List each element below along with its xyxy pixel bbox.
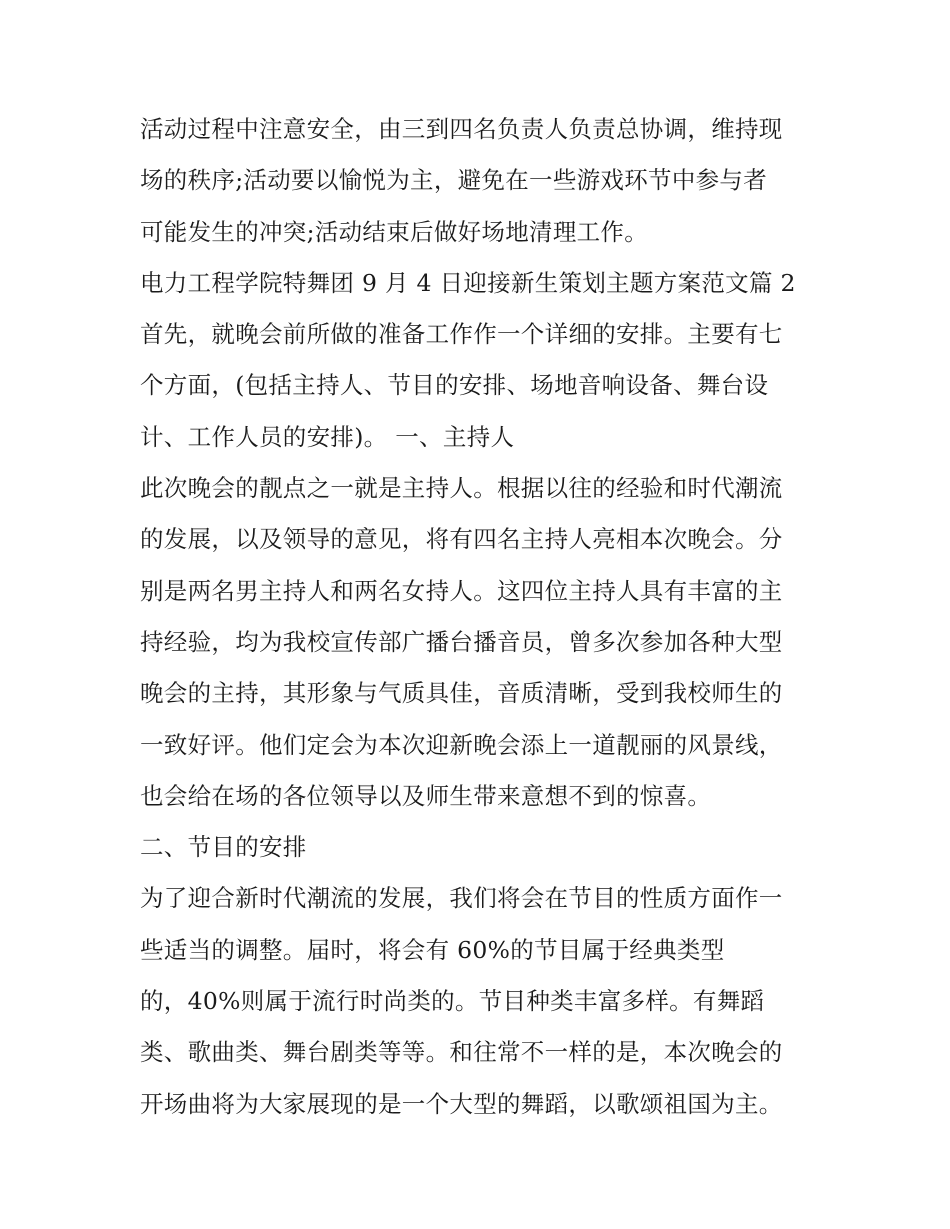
section-heading: 二、节目的安排	[140, 833, 307, 862]
text-line: 的，40%则属于流行时尚类的。节目种类丰富多样。有舞蹈	[140, 987, 765, 1016]
text-line: 些适当的调整。届时，将会有 60%的节目属于经典类型	[140, 935, 725, 964]
text-line: 计、工作人员的安排)。 一、主持人	[140, 422, 515, 451]
text-line: 开场曲将为大家展现的是一个大型的舞蹈，以歌颂祖国为主。	[140, 1089, 783, 1118]
text-line: 可能发生的冲突;活动结束后做好场地清理工作。	[140, 217, 649, 246]
text-line: 活动过程中注意安全，由三到四名负责人负责总协调，维持现	[140, 115, 783, 143]
section-heading: 电力工程学院特舞团 9 月 4 日迎接新生策划主题方案范文篇 2	[140, 268, 796, 297]
text-line: 个方面，(包括主持人、节目的安排、场地音响设备、舞台设	[140, 371, 769, 400]
document-body	[140, 104, 820, 1130]
text-line: 此次晚会的靓点之一就是主持人。根据以往的经验和时代潮流	[140, 474, 783, 503]
text-line: 为了迎合新时代潮流的发展，我们将会在节目的性质方面作一	[140, 884, 783, 913]
text-line: 一致好评。他们定会为本次迎新晚会添上一道靓丽的风景线，	[140, 730, 783, 759]
text-line: 的发展，以及领导的意见，将有四名主持人亮相本次晚会。分	[140, 525, 783, 554]
text-line: 类、歌曲类、舞台剧类等等。和往常不一样的是，本次晚会的	[140, 1038, 783, 1067]
text-line: 别是两名男主持人和两名女持人。这四位主持人具有丰富的主	[140, 576, 783, 605]
text-line: 场的秩序;活动要以愉悦为主，避免在一些游戏环节中参与者	[140, 166, 768, 195]
text-line: 首先，就晚会前所做的准备工作作一个详细的安排。主要有七	[140, 320, 783, 349]
text-line: 也会给在场的各位领导以及师生带来意想不到的惊喜。	[140, 781, 712, 810]
text-line: 持经验，均为我校宣传部广播台播音员，曾多次参加各种大型	[140, 627, 783, 656]
text-line: 晚会的主持，其形象与气质具佳，音质清晰，受到我校师生的	[140, 679, 783, 708]
